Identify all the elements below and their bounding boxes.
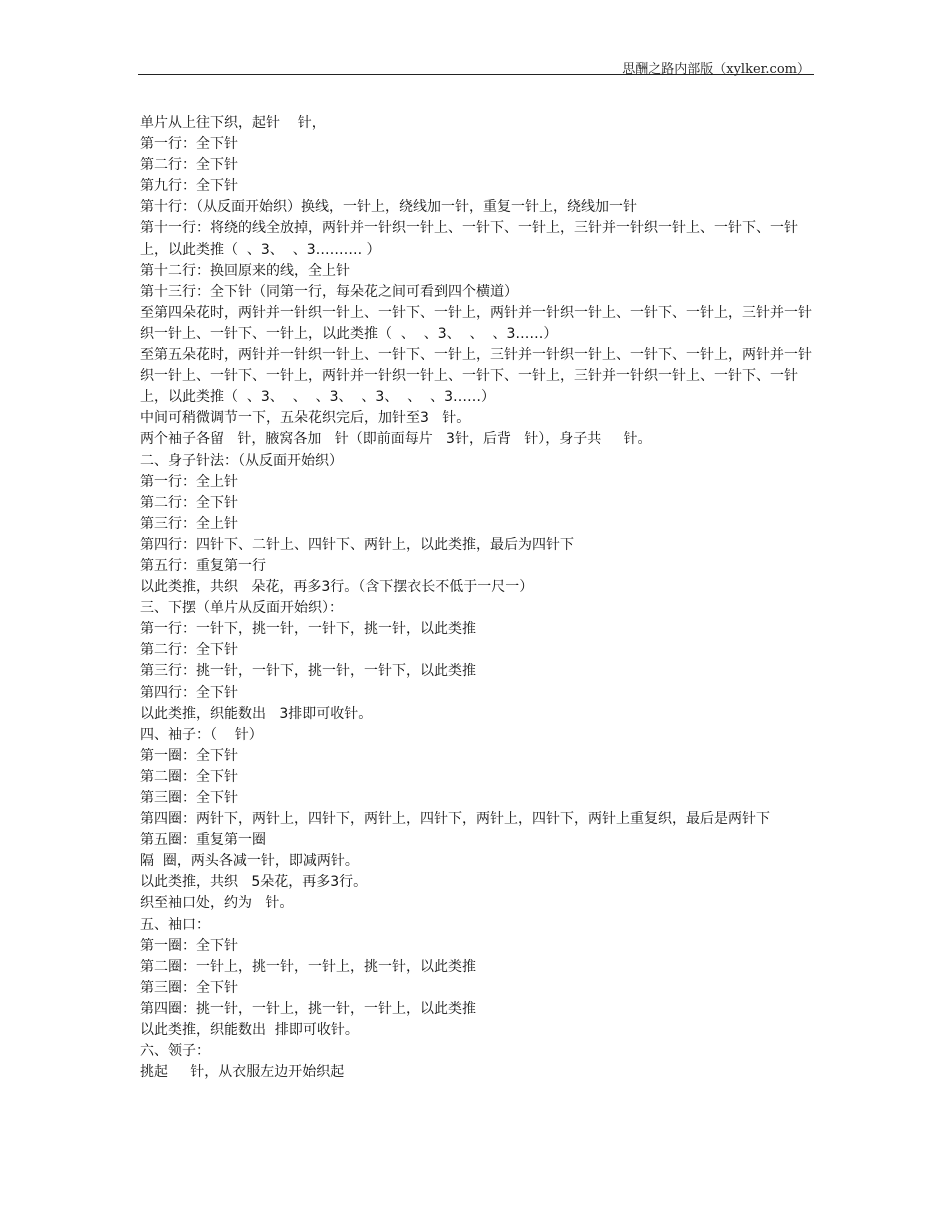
text-line: 第一行：一针下，挑一针，一针下，挑一针，以此类推 (140, 621, 476, 638)
text-line: 第二行：全下针 (140, 642, 238, 659)
text-line: 第四行：四针下、二针上、四针下、两针上，以此类推，最后为四针下 (140, 536, 574, 553)
text-line: 以此类推，共织 朵花，再多3行。（含下摆衣长不低于一尺一） (140, 579, 534, 596)
text-line: 以此类推，织能数出 排即可收针。 (140, 1022, 359, 1039)
document-body (140, 113, 816, 1083)
text-line: 第四圈：两针下，两针上，四针下，两针上，四针下，两针上，四针下，两针上重复织，最后是两针下 (140, 811, 770, 828)
text-line: 第二圈：全下针 (140, 768, 238, 785)
text-line: 第十行：（从反面开始织）换线，一针上，绕线加一针，重复一针上，绕线加一针 (140, 199, 637, 216)
text-line: 第五圈：重复第一圈 (140, 832, 266, 849)
text-line: 第二行：全下针 (140, 157, 238, 174)
text-line: 第十二行：换回原来的线，全上针 (140, 262, 350, 279)
text-line: 第四行：全下针 (140, 684, 238, 701)
text-line: 织至袖口处，约为 针。 (140, 895, 294, 912)
text-line: 第三行：挑一针，一针下，挑一针，一针下，以此类推 (140, 663, 476, 680)
text-line: 第九行：全下针 (140, 178, 238, 195)
text-line: 第一圈：全下针 (140, 937, 238, 954)
text-line: 第二圈：一针上，挑一针，一针上，挑一针，以此类推 (140, 958, 476, 975)
text-line: 至第五朵花时，两针并一针织一针上、一针下、一针上，三针并一针织一针上、一针下、一针上，两针并一针织一针上、一针下、一针上，两针并一针织一针上、一针下、一针上，三针并一针织一针上、一针下、一针上，以此类推（ 、3、 、 、3、 、3、 、 、3……） (140, 347, 812, 406)
text-line: 第一圈：全下针 (140, 747, 238, 764)
text-line: 第二行：全下针 (140, 494, 238, 511)
text-line: 第十三行：全下针（同第一行，每朵花之间可看到四个横道） (140, 283, 518, 300)
text-line: 单片从上往下织，起针 针， (140, 115, 326, 131)
text-line: 隔 圈，两头各减一针，即减两针。 (140, 853, 359, 870)
text-line: 第三圈：全下针 (140, 790, 238, 806)
text-line: 第四圈：挑一针，一针上，挑一针，一针上，以此类推 (140, 1000, 476, 1017)
text-line: 以此类推，共织 5朵花，再多3行。 (140, 874, 368, 891)
text-line: 第五行：重复第一行 (140, 557, 266, 574)
text-line: 三、下摆（单片从反面开始织）： (140, 600, 343, 617)
text-line: 四、袖子：（ 针） (140, 726, 263, 743)
text-line: 二、身子针法：（从反面开始织） (140, 452, 343, 469)
text-line: 第三圈：全下针 (140, 979, 238, 996)
text-line: 第十一行：将绕的线全放掉，两针并一针织一针上、一针下、一针上，三针并一针织一针上、一针下、一针上，以此类推（ 、3、 、3………. ） (140, 220, 798, 258)
text-line: 两个袖子各留 针，腋窝各加 针（即前面每片 3针，后背 针），身子共 针。 (140, 431, 652, 448)
text-line: 至第四朵花时，两针并一针织一针上、一针下、一针上，两针并一针织一针上、一针下、一针上，三针并一针织一针上、一针下、一针上，以此类推（ 、 、3、 、 、3……） (140, 304, 812, 342)
text-line: 中间可稍微调节一下，五朵花织完后，加针至3 针。 (140, 410, 471, 427)
text-line: 第一行：全上针 (140, 473, 238, 490)
text-line: 六、领子： (140, 1043, 210, 1060)
text-line: 第一行：全下针 (140, 136, 238, 153)
text-line: 挑起 针，从衣服左边开始织起 (140, 1064, 345, 1081)
text-line: 五、袖口： (140, 916, 210, 933)
text-line: 以此类推，织能数出 3排即可收针。 (140, 705, 373, 722)
header-site-label: 思酬之路内部版（xylker.com） (622, 62, 810, 77)
text-line: 第三行：全上针 (140, 515, 238, 532)
header-divider (138, 74, 814, 75)
